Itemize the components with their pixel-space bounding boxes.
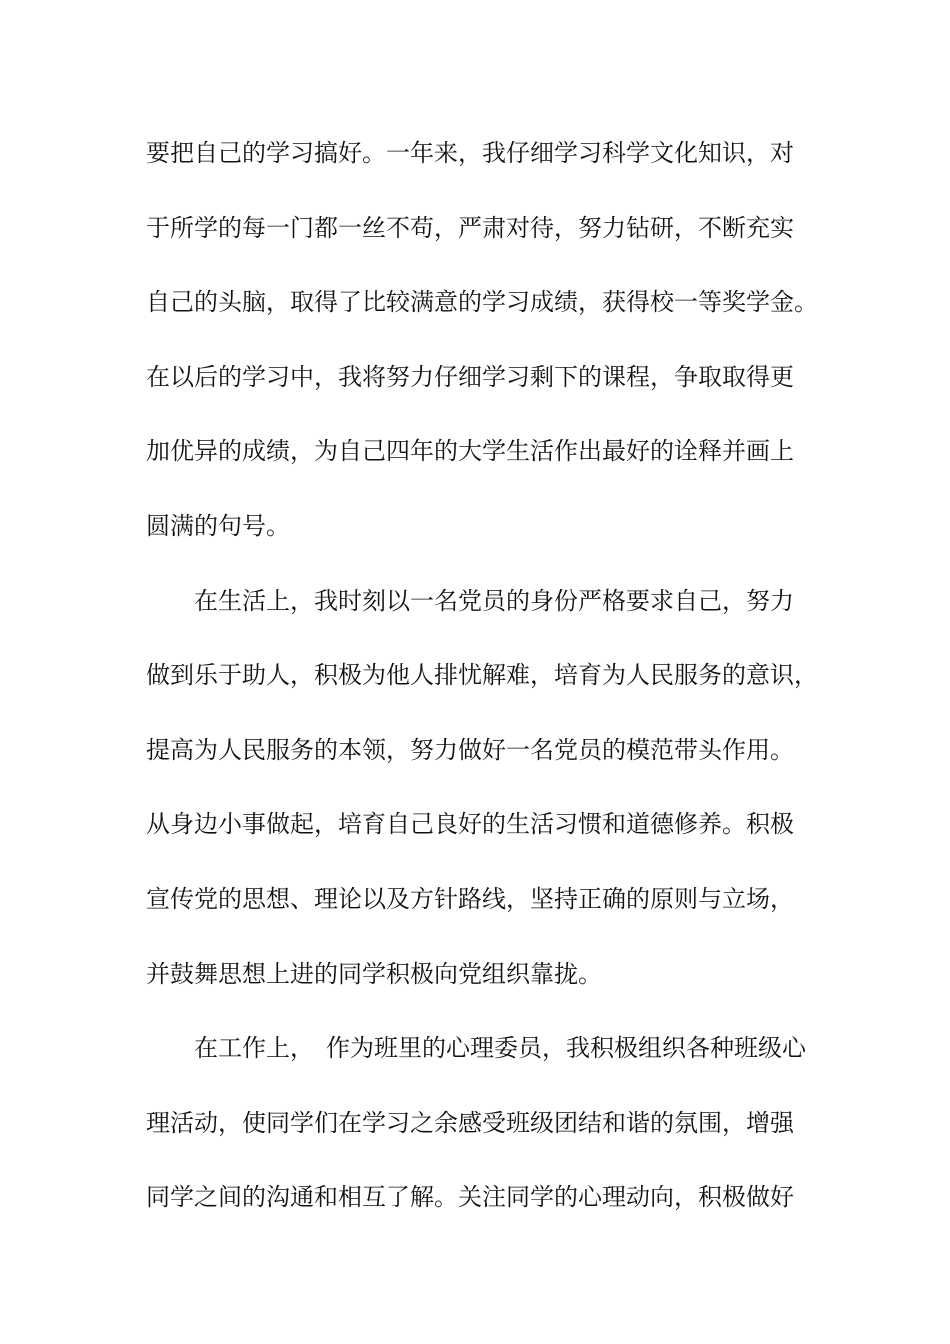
text-line: 并鼓舞思想上进的同学积极向党组织靠拢。 bbox=[146, 959, 602, 988]
text-line: 宣传党的思想、理论以及方针路线，坚持正确的原则与立场， bbox=[146, 884, 794, 913]
text-line: 在生活上，我时刻以一名党员的身份严格要求自己，努力 bbox=[146, 586, 794, 615]
text-line: 要把自己的学习搞好。一年来，我仔细学习科学文化知识，对 bbox=[146, 139, 794, 167]
text-line: 于所学的每一门都一丝不苟，严肃对待，努力钻研，不断充实 bbox=[146, 213, 794, 242]
text-line: 加优异的成绩，为自己四年的大学生活作出最好的诠释并画上 bbox=[146, 437, 794, 466]
text-line: 圆满的句号。 bbox=[146, 511, 290, 540]
text-line: 从身边小事做起，培育自己良好的生活习惯和道德修养。积极 bbox=[146, 810, 794, 839]
text-line: 在以后的学习中，我将努力仔细学习剩下的课程，争取取得更 bbox=[146, 362, 794, 391]
document-body bbox=[146, 128, 826, 1247]
text-line: 同学之间的沟通和相互了解。关注同学的心理动向，积极做好 bbox=[146, 1183, 794, 1212]
text-line: 做到乐于助人，积极为他人排忧解难，培育为人民服务的意识， bbox=[146, 661, 818, 690]
text-line: 提高为人民服务的本领，努力做好一名党员的模范带头作用。 bbox=[146, 735, 794, 764]
text-line: 在工作上， 作为班里的心理委员，我积极组织各种班级心 bbox=[146, 1034, 806, 1063]
text-line: 理活动，使同学们在学习之余感受班级团结和谐的氛围，增强 bbox=[146, 1108, 794, 1137]
text-line: 自己的头脑，取得了比较满意的学习成绩，获得校一等奖学金。 bbox=[146, 288, 818, 317]
